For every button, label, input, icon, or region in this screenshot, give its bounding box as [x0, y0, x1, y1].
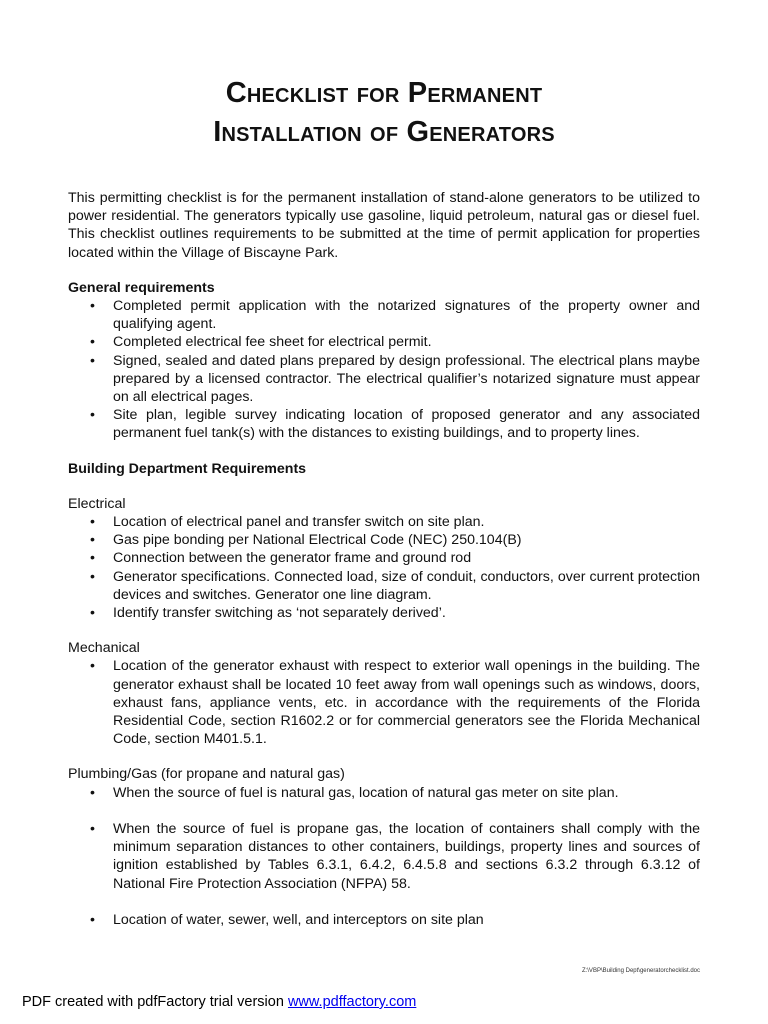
- list-item: [68, 297, 700, 333]
- list-item-text: Site plan, legible survey indicating location of proposed generator and any associated permanent fuel tank(s) with the distances to existing buildings, and to property lines.: [113, 407, 700, 442]
- list-item-text: Location of water, sewer, well, and interceptors on site plan: [113, 911, 484, 928]
- list-item-text: Signed, sealed and dated plans prepared by design professional. The electrical plans maybe prepared by a licensed contractor. The electrical qualifier’s notarized signature must appear on all electrical pages.: [113, 352, 700, 406]
- bullet: •: [90, 568, 95, 585]
- list-item-text: Location of the generator exhaust with respect to exterior wall openings in the building. The generator exhaust shall be located 10 feet away from wall openings such as windows, doors, exhaust fans, appliance vents, etc. in accordance with the requirements of the Florida Residential Code, section R1602.2 or for commercial generators see the Florida Mechanical Code, section M401.5.1.: [113, 658, 700, 748]
- list-item: [68, 784, 700, 802]
- document-body: [68, 189, 700, 929]
- bullet: •: [90, 514, 95, 531]
- list-item-text: Location of electrical panel and transfer switch on site plan.: [113, 514, 485, 531]
- file-path-footer: Z:\VBP\Building Dept\generatorchecklist.doc: [581, 968, 700, 974]
- pdf-creator-footer: [22, 994, 416, 1010]
- list-item-text: When the source of fuel is propane gas, the location of containers shall comply with the minimum separation distances to other containers, buildings, property lines and sources of ignition established by Tables 6.3.1, 6.4.2, 6.4.5.8 and sections 6.3.2 through 6.3.12 of National Fire Protection Association (NFPA) 58.: [113, 820, 700, 892]
- bullet: •: [90, 911, 95, 928]
- electrical-list: [68, 513, 700, 622]
- general-requirements-list: [68, 297, 700, 443]
- list-item: [68, 406, 700, 442]
- mechanical-list: [68, 657, 700, 748]
- list-item-text: Completed electrical fee sheet for electrical permit.: [113, 334, 432, 351]
- list-item: [68, 911, 700, 929]
- list-item: [68, 657, 700, 748]
- bullet: •: [90, 784, 95, 801]
- list-item: [68, 568, 700, 604]
- bullet: •: [90, 658, 95, 675]
- bullet: •: [90, 407, 95, 424]
- bullet: •: [90, 334, 95, 351]
- list-item: [68, 352, 700, 407]
- title-line-2: Installation of Generators: [213, 116, 555, 148]
- pdf-footer-text: PDF created with pdfFactory trial version: [22, 994, 288, 1010]
- list-item-text: Generator specifications. Connected load, size of conduit, conductors, over current protection devices and switches. Generator one line diagram.: [113, 568, 700, 603]
- list-item: [68, 333, 700, 351]
- title-line-1: Checklist for Permanent: [225, 77, 543, 109]
- bullet: •: [90, 820, 95, 837]
- general-requirements-heading: General requirements: [68, 279, 215, 296]
- building-department-heading: Building Department Requirements: [68, 460, 307, 477]
- intro-paragraph: This permitting checklist is for the permanent installation of stand-alone generators to be utilized to power residential. The generators typically use gasoline, liquid petroleum, natural gas or diesel fuel. This checklist outlines requirements to be submitted at the time of permit application for properties located within the Village of Biscayne Park.: [68, 190, 700, 261]
- bullet: •: [90, 605, 95, 622]
- document-title: [0, 74, 768, 152]
- electrical-heading: Electrical: [68, 495, 126, 512]
- list-item-text: Gas pipe bonding per National Electrical Code (NEC) 250.104(B): [113, 532, 522, 549]
- mechanical-heading: Mechanical: [68, 640, 140, 657]
- list-item: [68, 549, 700, 567]
- plumbing-gas-heading: Plumbing/Gas (for propane and natural gas): [68, 766, 345, 783]
- list-item-text: When the source of fuel is natural gas, location of natural gas meter on site plan.: [113, 784, 619, 801]
- list-item: [68, 513, 700, 531]
- plumbing-gas-list: [68, 784, 700, 929]
- list-item-text: Connection between the generator frame and ground rod: [113, 550, 472, 567]
- list-item: [68, 604, 700, 622]
- list-item-text: Identify transfer switching as ‘not separately derived’.: [113, 605, 446, 622]
- list-item: [68, 531, 700, 549]
- list-item-text: Completed permit application with the notarized signatures of the property owner and qualifying agent.: [113, 298, 700, 333]
- bullet: •: [90, 532, 95, 549]
- list-item: [68, 820, 700, 893]
- pdffactory-link[interactable]: www.pdffactory.com: [287, 994, 417, 1010]
- bullet: •: [90, 298, 95, 315]
- bullet: •: [90, 352, 95, 369]
- bullet: •: [90, 550, 95, 567]
